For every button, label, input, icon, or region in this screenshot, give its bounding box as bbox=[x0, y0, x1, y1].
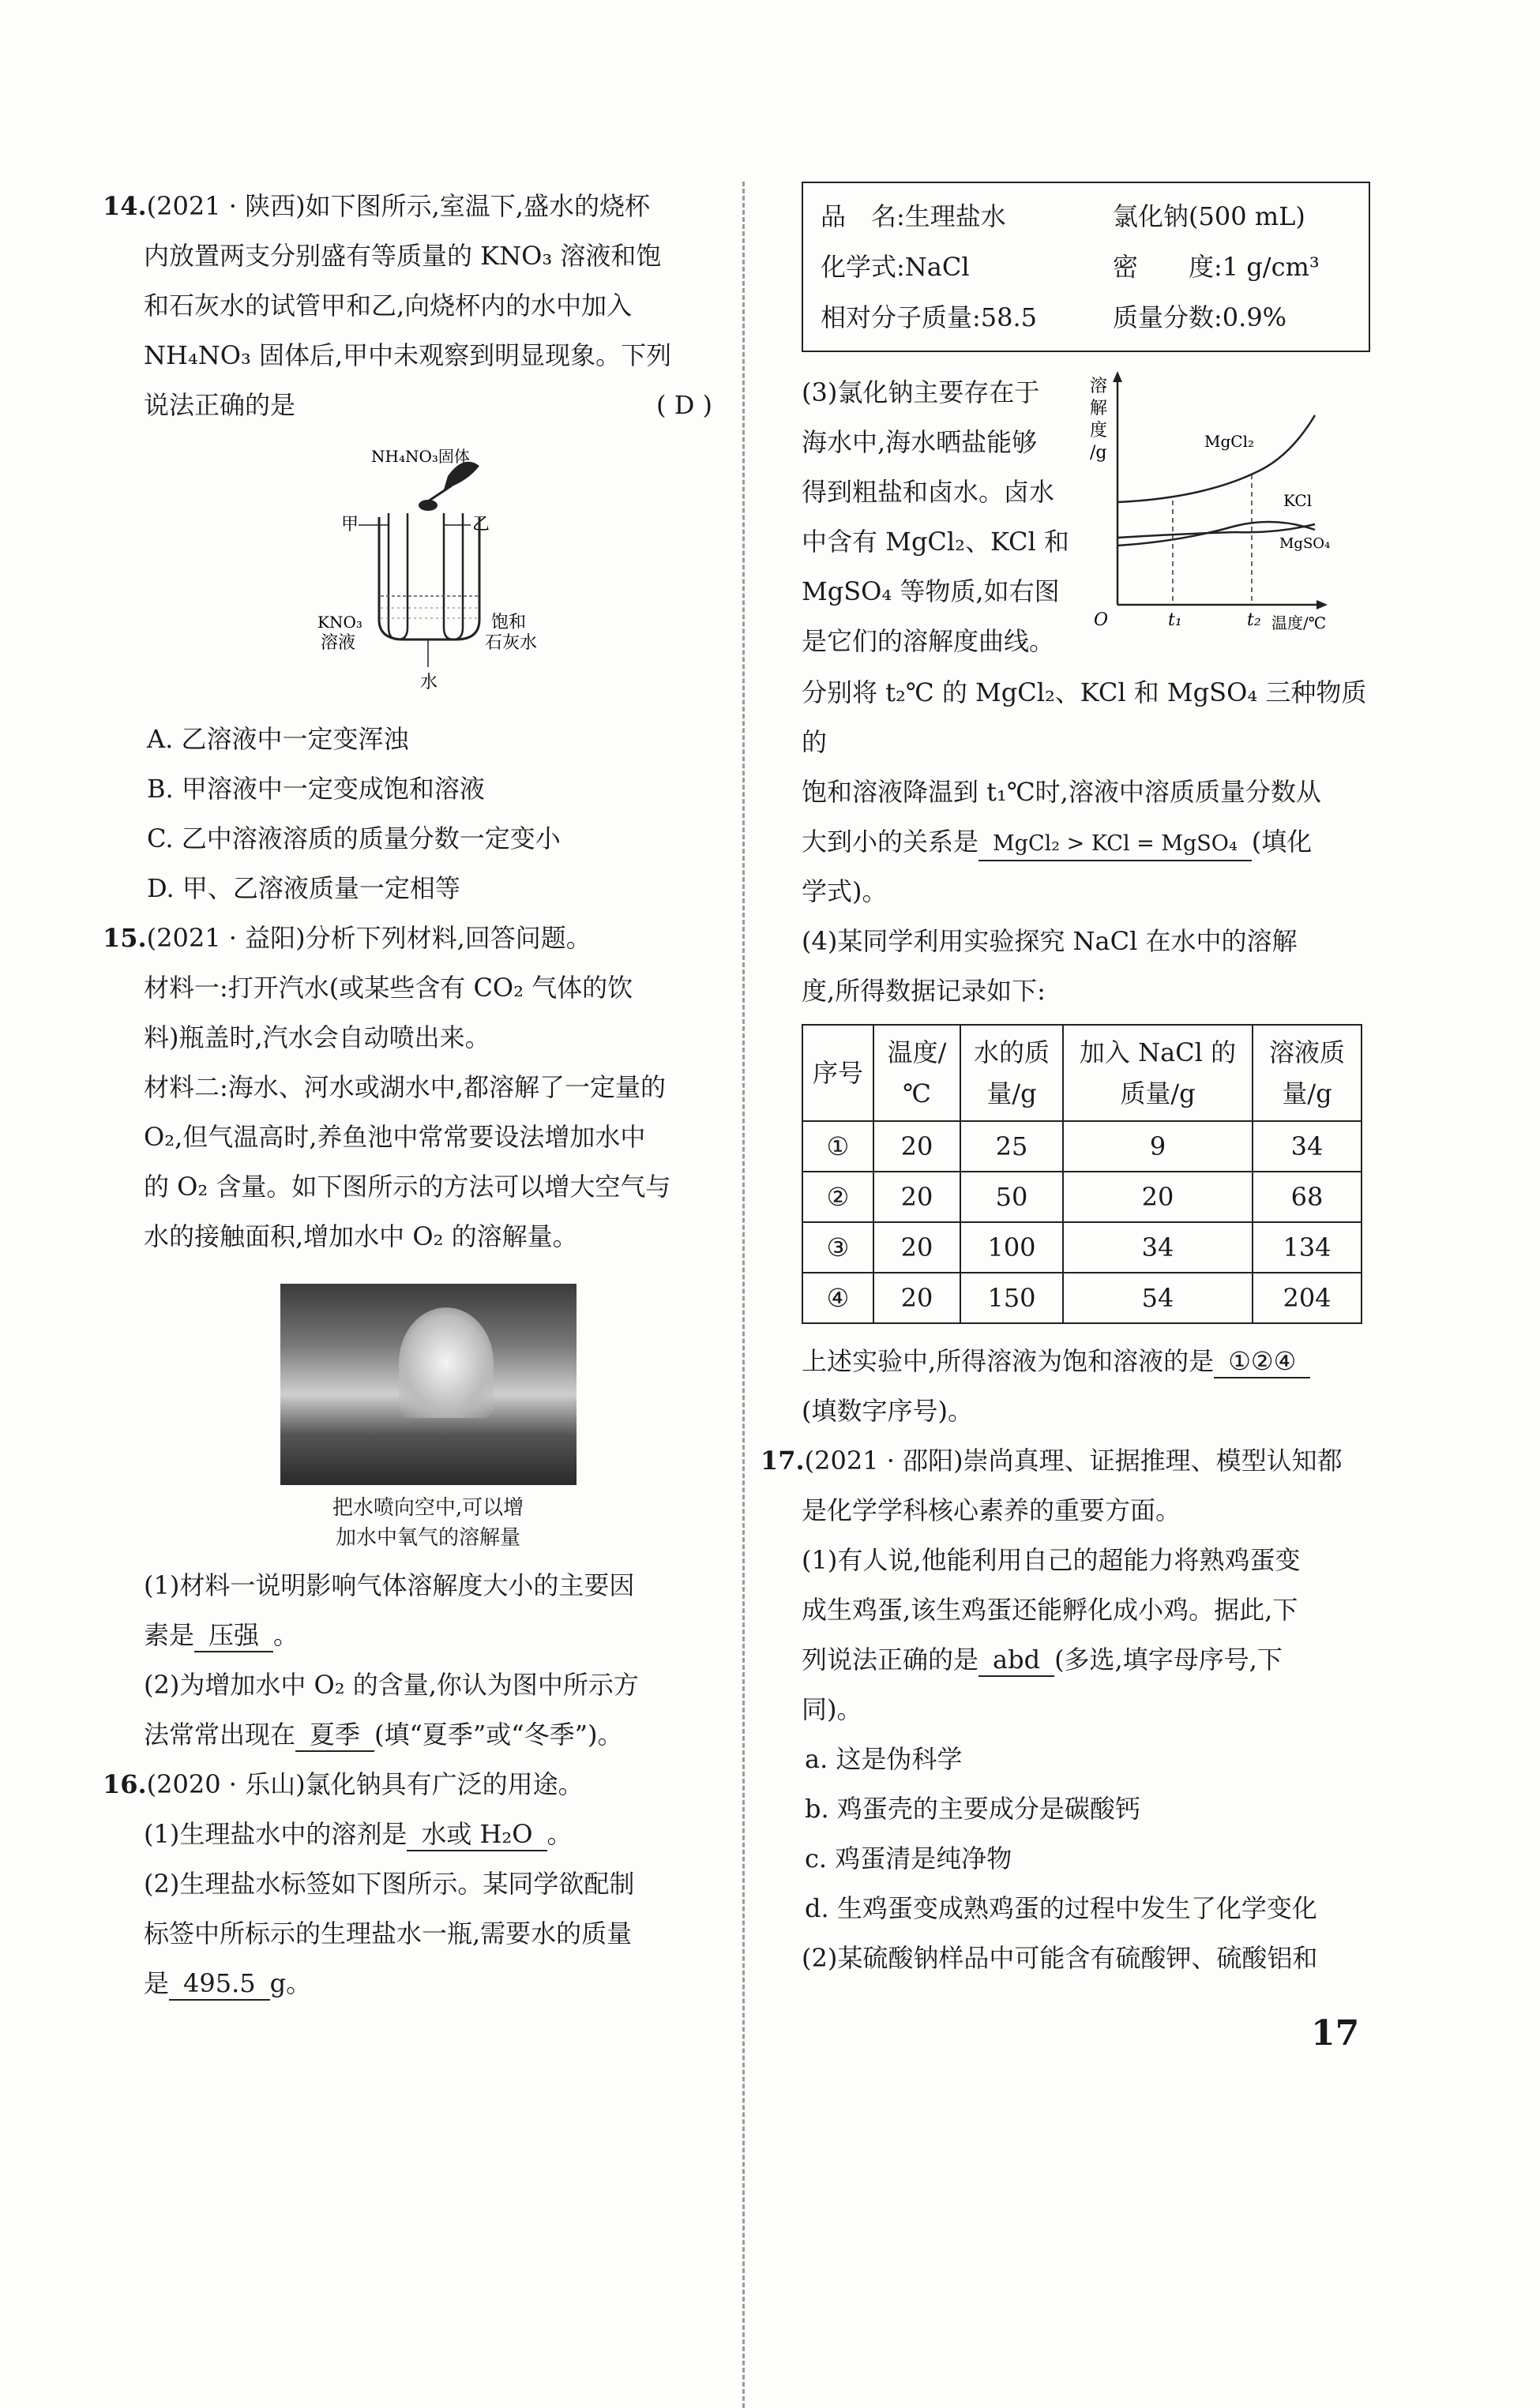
question-17 bbox=[761, 1436, 1370, 1983]
solubility-section bbox=[802, 368, 1370, 668]
sub-question: (填化 bbox=[1251, 827, 1313, 857]
table-cell: 34 bbox=[1253, 1121, 1362, 1172]
sub-question: 法常常出现在 bbox=[144, 1720, 296, 1750]
spoon-icon bbox=[444, 462, 479, 489]
question-text: 说法正确的是 bbox=[144, 390, 296, 420]
fountain-figure bbox=[144, 1270, 712, 1553]
sub-question: (填“夏季”或“冬季”)。 bbox=[374, 1720, 623, 1750]
question-number: 16. bbox=[103, 1769, 147, 1799]
beaker-figure bbox=[144, 438, 712, 707]
solid-label: NH₄NO₃固体 bbox=[371, 447, 470, 466]
beaker-outline bbox=[379, 517, 479, 640]
solution-label: 溶液 bbox=[321, 633, 356, 653]
question-text: (2021 · 邵阳)崇尚真理、证据推理、模型认知都 bbox=[804, 1446, 1343, 1476]
sub-question: 成生鸡蛋,该生鸡蛋还能孵化成小鸡。据此,下 bbox=[802, 1595, 1298, 1625]
option-a: a. 这是伪科学 bbox=[805, 1744, 963, 1774]
material-text: 料)瓶盖时,汽水会自动喷出来。 bbox=[144, 1022, 490, 1052]
solubility-curve-graph bbox=[1086, 368, 1362, 668]
question-16-part1 bbox=[103, 1760, 712, 2009]
figure-caption: 把水喷向空中,可以增 bbox=[332, 1496, 524, 1520]
limewater-label: 石灰水 bbox=[485, 633, 538, 653]
sub-question: (填数字序号)。 bbox=[802, 1396, 973, 1426]
left-column bbox=[103, 182, 712, 2009]
sub-question: 列说法正确的是 bbox=[802, 1645, 979, 1675]
sub-question: 分别将 t₂℃ 的 MgCl₂、KCl 和 MgSO₄ 三种物质的 bbox=[802, 677, 1367, 757]
option-b: b. 鸡蛋壳的主要成分是碳酸钙 bbox=[805, 1794, 1140, 1824]
y-axis-label: 溶 bbox=[1090, 377, 1108, 396]
table-cell: ④ bbox=[802, 1273, 873, 1323]
sub-question: 是它们的溶解度曲线。 bbox=[802, 626, 1055, 656]
table-cell: ① bbox=[802, 1121, 873, 1172]
table-cell: 100 bbox=[960, 1222, 1063, 1273]
sub-question: 标签中所标示的生理盐水一瓶,需要水的质量 bbox=[144, 1919, 633, 1949]
right-column bbox=[761, 182, 1370, 1983]
question-text: 和石灰水的试管甲和乙,向烧杯内的水中加入 bbox=[144, 291, 633, 321]
t2-label: t₂ bbox=[1247, 610, 1261, 630]
answer-blank: abd bbox=[978, 1644, 1054, 1677]
label-cell: 质量分数:0.9% bbox=[1113, 302, 1287, 332]
label-cell: 密 度:1 g/cm³ bbox=[1113, 252, 1320, 282]
table-cell: 204 bbox=[1253, 1273, 1362, 1323]
mgcl2-curve bbox=[1117, 415, 1315, 502]
sub-question: 中含有 MgCl₂、KCl 和 bbox=[802, 527, 1069, 557]
sub-question: (1)生理盐水中的溶剂是 bbox=[144, 1819, 408, 1849]
answer-blank: 压强 bbox=[194, 1619, 273, 1652]
table-cell: 20 bbox=[873, 1121, 960, 1172]
table-cell: 20 bbox=[873, 1273, 960, 1323]
test-tube-jia bbox=[389, 513, 408, 640]
tube-jia-label: 甲 bbox=[341, 515, 359, 534]
t1-label: t₁ bbox=[1168, 610, 1182, 630]
sub-question: (3)氯化钠主要存在于 bbox=[802, 377, 1040, 407]
table-cell: 134 bbox=[1253, 1222, 1362, 1273]
kcl-label: KCl bbox=[1283, 491, 1313, 510]
table-header: 温度/℃ bbox=[873, 1025, 960, 1121]
question-text: NH₄NO₃ 固体后,甲中未观察到明显现象。下列 bbox=[144, 340, 672, 370]
table-row bbox=[802, 1273, 1362, 1323]
table-header: 序号 bbox=[802, 1025, 873, 1121]
label-cell: 相对分子质量:58.5 bbox=[821, 302, 1038, 332]
sub-question: (4)某同学利用实验探究 NaCl 在水中的溶解 bbox=[802, 926, 1298, 956]
x-axis-label: 温度/℃ bbox=[1271, 613, 1327, 632]
question-text: 是化学学科核心素养的重要方面。 bbox=[802, 1495, 1181, 1525]
question-text: (2020 · 乐山)氯化钠具有广泛的用途。 bbox=[146, 1769, 584, 1799]
figure-caption: 加水中氧气的溶解量 bbox=[335, 1526, 520, 1550]
table-cell: 50 bbox=[960, 1172, 1063, 1222]
test-tube-yi bbox=[444, 513, 463, 640]
answer-blank: 495.5 bbox=[169, 1967, 270, 2001]
table-cell: 25 bbox=[960, 1121, 1063, 1172]
option-c: C. 乙中溶液溶质的质量分数一定变小 bbox=[147, 823, 561, 853]
answer-blank: 夏季 bbox=[295, 1719, 374, 1752]
option-d: d. 生鸡蛋变成熟鸡蛋的过程中发生了化学变化 bbox=[805, 1893, 1317, 1923]
option-a: A. 乙溶液中一定变浑浊 bbox=[147, 724, 409, 754]
table-cell: ③ bbox=[802, 1222, 873, 1273]
sub-question: 度,所得数据记录如下: bbox=[802, 976, 1046, 1006]
label-cell: 品 名:生理盐水 bbox=[821, 201, 1006, 231]
answer-blank: MgCl₂ > KCl = MgSO₄ bbox=[978, 828, 1252, 861]
table-header: 溶液质量/g bbox=[1253, 1025, 1362, 1121]
question-text: (2021 · 陕西)如下图所示,室温下,盛水的烧杯 bbox=[146, 191, 650, 221]
mgso4-label: MgSO₄ bbox=[1279, 535, 1331, 552]
sub-question: 同)。 bbox=[802, 1694, 862, 1724]
sub-question: 是 bbox=[144, 1968, 170, 1998]
punctuation: 。 bbox=[547, 1819, 573, 1849]
sub-question: 学式)。 bbox=[802, 876, 888, 906]
sub-question: (2)为增加水中 O₂ 的含量,你认为图中所示方 bbox=[144, 1670, 639, 1700]
question-number: 15. bbox=[103, 923, 147, 953]
question-number: 17. bbox=[761, 1446, 805, 1476]
question-14 bbox=[103, 182, 712, 913]
page-number: 17 bbox=[1311, 2013, 1360, 2054]
y-axis-label: 解 bbox=[1090, 399, 1108, 418]
sub-question: 饱和溶液降温到 t₁℃时,溶液中溶质质量分数从 bbox=[802, 777, 1321, 807]
material-text: 的 O₂ 含量。如下图所示的方法可以增大空气与 bbox=[144, 1172, 671, 1202]
beaker-diagram bbox=[310, 438, 547, 707]
material-text: O₂,但气温高时,养鱼池中常常要设法增加水中 bbox=[144, 1122, 646, 1152]
table-cell: 20 bbox=[873, 1172, 960, 1222]
table-row bbox=[802, 1172, 1362, 1222]
option-d: D. 甲、乙溶液质量一定相等 bbox=[147, 873, 460, 903]
table-cell: ② bbox=[802, 1172, 873, 1222]
table-cell: 20 bbox=[873, 1222, 960, 1273]
nacl-data-table bbox=[802, 1024, 1362, 1324]
saturated-label: 饱和 bbox=[491, 613, 527, 632]
kno3-label: KNO₃ bbox=[317, 613, 362, 632]
y-axis-label: 度 bbox=[1090, 421, 1108, 441]
question-text: (2021 · 益阳)分析下列材料,回答问题。 bbox=[146, 923, 592, 953]
answer-blank: 水或 H₂O bbox=[407, 1818, 547, 1851]
sub-question: 上述实验中,所得溶液为饱和溶液的是 bbox=[802, 1346, 1215, 1376]
fountain-photo bbox=[280, 1284, 577, 1485]
sub-question: MgSO₄ 等物质,如右图 bbox=[802, 576, 1060, 606]
y-axis-label: /g bbox=[1090, 443, 1107, 463]
table-row bbox=[802, 1222, 1362, 1273]
sub-question: (1)材料一说明影响气体溶解度大小的主要因 bbox=[144, 1570, 635, 1600]
mgcl2-label: MgCl₂ bbox=[1204, 432, 1254, 451]
tube-yi-label: 乙 bbox=[472, 515, 490, 534]
question-text: 内放置两支分别盛有等质量的 KNO₃ 溶液和饱 bbox=[144, 241, 662, 271]
water-label: 水 bbox=[420, 673, 438, 692]
label-cell: 氯化钠(500 mL) bbox=[1113, 201, 1305, 231]
sub-question: (2)生理盐水标签如下图所示。某同学欲配制 bbox=[144, 1869, 635, 1899]
option-b: B. 甲溶液中一定变成饱和溶液 bbox=[147, 774, 485, 804]
sub-question: 海水中,海水晒盐能够 bbox=[802, 427, 1038, 457]
answer-blank: ①②④ bbox=[1214, 1345, 1310, 1378]
material-text: 材料一:打开汽水(或某些含有 CO₂ 气体的饮 bbox=[144, 973, 633, 1003]
material-text: 材料二:海水、河水或湖水中,都溶解了一定量的 bbox=[144, 1072, 666, 1102]
sub-question: (1)有人说,他能利用自己的超能力将熟鸡蛋变 bbox=[802, 1545, 1301, 1575]
punctuation: 。 bbox=[273, 1620, 299, 1650]
unit: g。 bbox=[269, 1968, 312, 1998]
label-cell: 化学式:NaCl bbox=[821, 252, 970, 282]
question-number: 14. bbox=[103, 191, 147, 221]
table-cell: 9 bbox=[1063, 1121, 1253, 1172]
table-row bbox=[802, 1121, 1362, 1172]
column-divider bbox=[742, 182, 745, 2408]
sub-question: 素是 bbox=[144, 1620, 195, 1650]
table-cell: 20 bbox=[1063, 1172, 1253, 1222]
sub-question: (2)某硫酸钠样品中可能含有硫酸钾、硫酸铝和 bbox=[802, 1943, 1318, 1973]
table-cell: 68 bbox=[1253, 1172, 1362, 1222]
material-text: 水的接触面积,增加水中 O₂ 的溶解量。 bbox=[144, 1221, 578, 1251]
table-header: 水的质量/g bbox=[960, 1025, 1063, 1121]
sub-question: 得到粗盐和卤水。卤水 bbox=[802, 477, 1055, 507]
table-cell: 150 bbox=[960, 1273, 1063, 1323]
sub-question: (多选,填字母序号,下 bbox=[1054, 1645, 1283, 1675]
option-c: c. 鸡蛋清是纯净物 bbox=[805, 1844, 1012, 1874]
table-cell: 54 bbox=[1063, 1273, 1253, 1323]
saline-label bbox=[802, 182, 1370, 352]
table-header-row bbox=[802, 1025, 1362, 1121]
question-15 bbox=[103, 913, 712, 1760]
sub-question: 大到小的关系是 bbox=[802, 827, 979, 857]
origin-label: O bbox=[1094, 610, 1109, 630]
table-cell: 34 bbox=[1063, 1222, 1253, 1273]
answer-choice: ( D ) bbox=[656, 390, 712, 420]
table-header: 加入 NaCl 的质量/g bbox=[1063, 1025, 1253, 1121]
